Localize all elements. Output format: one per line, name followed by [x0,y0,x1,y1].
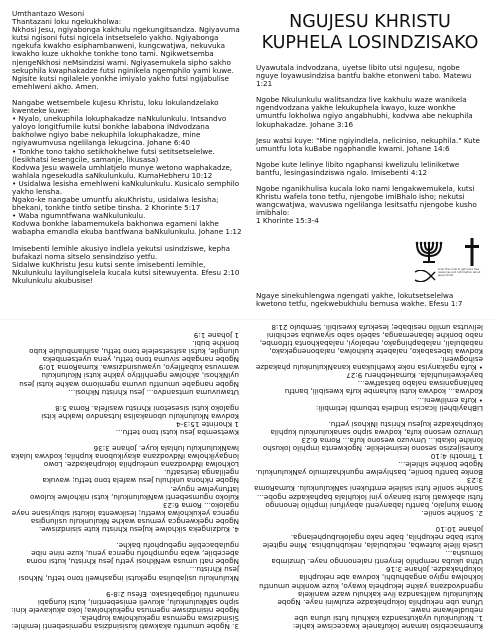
verse-acts-4-12: Ngobe kute lelinye libito ngaphansi kwelizulu leliniketwe bantfu, lesingasindziswa ngalo. Imisebenti 4:12 [256,159,460,177]
verse-corinthians: Ngobe nganikhulisa kucala loko nami lengakwemukela, kutsi Khristu wafela tono tetfu, njengobe imiBhalo isho; nekutsi wangcwatjwa, wavuswa ngelilanga lesitsatfu njengobe kusho imibhalo: 1 Khorinte 15:3-4 [256,184,477,226]
ichthys-fish-icon [414,270,436,282]
fish-caption: Scan this code to get more free resources and information about Jesus Christ [438,267,481,277]
truth-one-text: Kunemacebiso lamane lokufanele kwaceciswe kahle: 1. Nkulunkulu uyakutsandza kakhulu futsi ufuna ube nebudlelwane nawe. Ufuna ube nekuphila lokuphakadze ezulwini naye. Ngobe Nkulunkulu walitsandza live kakhulu waze wanikela ngendvodzana yakhe lekuphela kwayo, kuze wonkhe umuntfu lokholwa ngiyo angabhubhi, kodvwa abe nekuphila lokuphakadze. Johane 3:16 Utha ukuba nemphilo lenyenti nalenonngo naye. Umzimba lomusha... Lisela lilele kutewba, nekubulala, nekubhubhisa. Mine ngitele kutsi babe nekuphila, babe nako ngalokubuphelanga. Johane 10:10 [259,524,483,631]
truth-four-text: 4. Kudzingeka sikholwe kuJesu Khristu kute sisindziswe. Ngobe ngekwengca yemusa wakhe Nkulunkulu usilungisa ngenca yekukholwa kwetfu; lesikwenta lokutsi sibuyisane naye ngaloko... Roma 6:23 Kuloko ngumsebenti waNkulunkulu, kutsi nikholwe kulowo latfunyelwe nguye. Ngobe nkhona unkhulu Jesu wafela tono tetfu; wavuka ngelilanga lesitsatfu. Lokholwa iNdvodzana unekuphila lokuphakadze. Lowo longayikholwa iNdvodzana akayikubona kuphila; kodvwa lulaka lwaNkulunkulu luhlala kuye. Johane 3:36 [10,444,239,535]
verses-column [256,10,484,316]
verse-ephesians: Ngaye sinekuhlengwa ngengati yakhe, lokutsetselelwa kwetono tetfu, ngekwebukhulu bemusa wakhe. Efesu 1:7 [256,290,463,308]
trust-text: Kwetsemba Jesu kutsi tono tetfu... 1 Khorinte 15:3-4 Kodvwa Nkulunkulu ubonakalisa lutsandvo lwakhe kitsi ngaloko kutsi sisesetoni Khristu wasifela. Roma 5:8 [41,403,239,438]
confession-text: Utawuvuma umtsandvo... Jesu Khristu Nkhosi... Ngobe nangabe umuntfu uvuma ngemlomo wakhe kutsi Jesu uyiNkhosi, akholwe ngenhlitiyo yakhe kutsi Nkulunkulu wamvusa kubafileyo, uyawusindziswa. KumaRoma 10:9 Ngobe nangabe sivuma tono tetfu, yena uyetsembeka ulungile, kutsi asitsetselele tono tetfu, asihlambulule kubo bonkhe bubi. 1 Johane 1:9 [19,331,239,397]
good-works-text: Imisebenti lemihle akusiyo indlela yekutsi usindziswe, kepha bufakazi noma sitselo sensindziso yetfu. Sidalwe kuKhristu Jesu kutsi sente imisebenti lemihle, Nkulunkulu layilungiselela kucala kutsi sitewuyenta. Efesu 2:10 Nkulunkulu akubusise! [12,243,240,285]
back-panel-upside-down [0,320,495,640]
verse-john-14-6: Jesu watsi kuye: "Mine ngiyindlela, neliciniso, nekuphila." Kute umuntfu lota kuBabe ngaphandle kwami. Johane 14:6 [256,135,480,153]
page-title: NGUJESU KHRISTU KUPHELA LOSINDZISAKO [261,12,479,53]
truth-three-text: 3. Ngobe umuntfu akakwati kusisindzisa ngemisebenti lemihle: Sisindziswa ngemusa ngekukholwa kuphela. Ngobe nisindziswe ngemusa ngekukholwa; loko akukavele kini: sipho saNkulunkulu, akuveli emisebentini, kutsi kungabi namuntfu lotigabatisako. Efesu 2:8-9 [11,589,239,631]
verse-matthew: Uyawutala indvodzana, uyetse libito utsi nguJesu, ngobe nguye loyawusindzisa bantfu bakhe etonweni tabo. Matewu 1:21 [256,63,472,89]
verse-john-3-16: Ngobe Nkulunkulu walitsandza live kakhulu waze wanikela ngendvodzana yakhe lekukuphela kwayo, kuze wonkhe umuntfu lokholwa ngiyo angabhubhi, kodvwa abe nekuphila lokuphakadze. Johane 3:16 [256,95,473,129]
symbols-row [256,234,484,292]
cross-icon [465,238,479,266]
grace-text: Nkulunkulu usijabulisa ngekutsi ingashweli tono tetfu, Nkhosi Jesu Khristu... Ngobe nati umusa weNkhosi yetfu Jesu Khristu, kutsi noma abecebile, waba ngumphofu ngenca yenu, kuze nine nibe ngulabacebile ngebuphofu bakhe. [18,541,239,583]
four-truths-column [251,320,483,630]
assurance-text: Nangabe wetsembele kuJesu Khristu, loku lokulandzelako kwenteke kuwe: • Nyalo, unekuphila lokuphakadze naNkulunkulu. Intsandvo yaloyo longitfumile kutsi bonkhe lababona iNdvodzana bakholwe ngiyo babe nekuphila lokuphakadze, mine ngiyawumvusa ngelilanga lekugcina. Johane 6:40 • Tonkhe tono takho setikhokhelwe futsi setitsetselelwe. (lesikhatsi lesengcile, samanje, likusasa) Kodvwa Jesu wawela umhlatjelo munye wetono waphakadze, wahlala ngesekudla saNkulunkulu. KumaHebheru 10:12 • Usidalwa lesisha emehlweni kaNkulunkulu. Kusicalo semphilo yakho lensha. Ngako-ke nangabe umuntfu akuKhristu, usidalwa lesisha; bhekani, tonkhe tintfo setibe tinsha. 2 Khorinte 5:17 • Waba ngumntfwana waNkulunkulu. Kodvwa bonkhe labamemukela bakhonwa egameni lakhe wabapha emandla ekuba bantfwana baNkulunkulu. Johane 1:12 [12,97,242,237]
eternity-text: LiBhayibheli licacisa tindlela tebumbi letimbili: • Kufa emlilweni... Kodvwa... kodvwa kutsi kuhambe kufa kwesibili, bantfu bahlanganiswa nalabo batsatfwe... bayekwelinuhlala. KumaHebheru 9:27 • Kufa ngakanyisa noke kwehlukana kanaNkulunkulu phakadze esihogweni. Kodvwa labesabako, nalabete kukholwa, nalabonengekako, nababulali, nalabaphingako, nebaloyi, nalabakhonta titfombe, nabo bonkhe labanemanga, sabelo sabo siyawuba sechibini lelivutsa umlilo nesibabe; lesekufa kwesibili. Sembulo 21:8 [255,322,483,413]
menorah-icon [414,240,444,266]
salvation-column [11,323,239,630]
prayer-text: Umthantazo Wesoni Thantazani loku ngekukholwa: Nkhosi Jesu, ngiyabonga kakhulu ngekungitsandza. Ngiyavuma kutsi ngisoni futsi ngicela intsetselelo yakho. Ngiyabonga ngekufa kwakho esiphambanweni, kungcwatjwa, nekuvuka kwakho kuze ukhokhe tonkhe tono tami. Ngikwetsemba njengeNkhosi neMsindzisi wami. Ngiyasemukela sipho sakho sekuphila kwaphakadze futsi nginikela ngemphilo yami kuwe. Ngisite kutsi ngilalele yonkhe imiyalo yakho futsi ngijabulise emehlweni akho. Amen. [12,9,240,91]
truth-two-text: 2. Sonkhe sonile. Noma kunjalo, bantfu labanyenti abayifuni imphilo lenonngo futsi abakwati kutsi banayo yini lokuhlala baphakadze ngobe... Sonkhe sonile futsi sisilele emtfukeni saNkulunkulu. KumaRoma 3:23 Bonke bantfu bonile, bashiyelwe ngunkhazimulo yaNkulunkulu. Ngobe bonkhe sihlele... 1 Timothi 4:10 Kunesijeziso sesono lesimelekile. Ngokwenta imphilo lokusho lonkhe lokabi... Umvuzo wesono kufa... Roma 6:23 Umvuzo wesono kufa, kodvwa sipho sanakulunkulu kuphila lokuphakadze kuJesu Khristu iNkhosi yetfu. [254,419,483,518]
prayer-column [12,10,244,293]
